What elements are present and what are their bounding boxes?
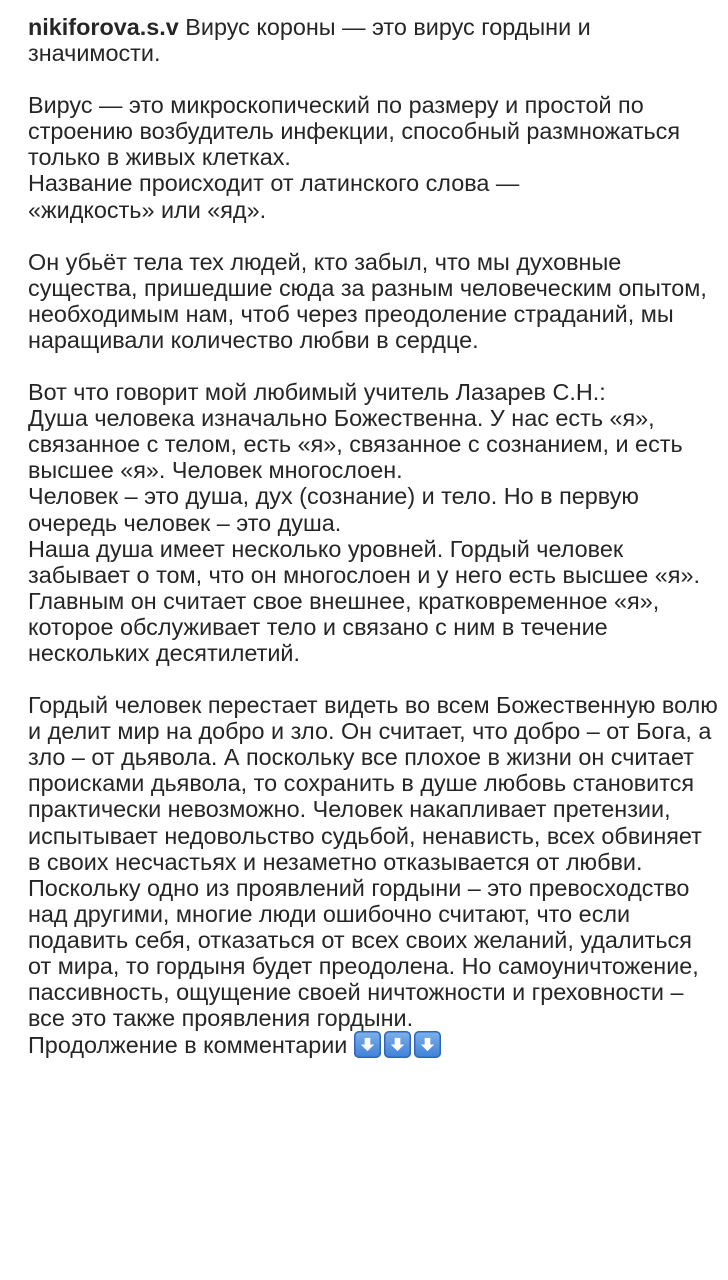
paragraph-teacher-quote: Вот что говорит мой любимый учитель Лазарев С.Н.: Душа человека изначально Божественна. У нас есть «я», связанное с телом, есть «я», связанное с сознанием, и есть высшее «я». Человек многослоен. Человек – это душа, дух (сознание) и тело. Но в первую очередь человек – это душа.: [28, 379, 683, 536]
paragraph-name-origin: Название происходит от латинского слова — «жидкость» или «яд».: [28, 170, 520, 223]
continuation-line: [28, 1031, 718, 1058]
paragraph-virus-definition: Вирус — это микроскопический по размеру и простой по строению возбудитель инфекции, способный размножаться только в живых клетках.: [28, 92, 681, 171]
paragraph-soul-levels: Наша душа имеет несколько уровней. Гордый человек забывает о том, что он многослоен и у него есть высшее «я». Главным он считает свое внешнее, кратковременное «я», которое обслуживает тело и связано с ним в течение нескольких десятилетий.: [28, 535, 700, 666]
paragraph-spiritual-beings: Он убьёт тела тех людей, кто забыл, что мы духовные существа, пришедшие сюда за разным человеческим опытом, необходимым нам, чтоб через преодоление страданий, мы наращивали количество любви в сердце.: [28, 248, 707, 353]
caption-first-line: [28, 14, 718, 66]
down-arrow-emoji-icon: [354, 1031, 381, 1058]
arrow-emoji-group: [354, 1031, 441, 1058]
caption-title: Вирус короны — это вирус гордыни и значимости.: [28, 14, 591, 67]
post-caption: [28, 14, 718, 1058]
paragraph-proud-person: Гордый человек перестает видеть во всем Божественную волю и делит мир на добро и зло. Он считает, что добро – от Бога, а зло – от дьявола. А поскольку все плохое в жизни он считает происками дьявола, то сохранить в душе любовь становится практически невозможно. Человек накапливает претензии, испытывает недовольство судьбой, ненависть, всех обвиняет в своих несчастьях и незаметно отказывается от любви. Поскольку одно из проявлений гордыни – это превосходство над другими, многие люди ошибочно считают, что если подавить себя, отказаться от всех своих желаний, удалиться от мира, то гордыня будет преодолена. Но самоуничтожение, пассивность, ощущение своей ничтожности и греховности – все это также проявления гордыни.: [28, 692, 718, 1032]
down-arrow-emoji-icon: [414, 1031, 441, 1058]
username-link[interactable]: nikiforova.s.v: [28, 14, 179, 40]
continuation-text: Продолжение в комментарии: [28, 1031, 348, 1058]
down-arrow-emoji-icon: [384, 1031, 411, 1058]
